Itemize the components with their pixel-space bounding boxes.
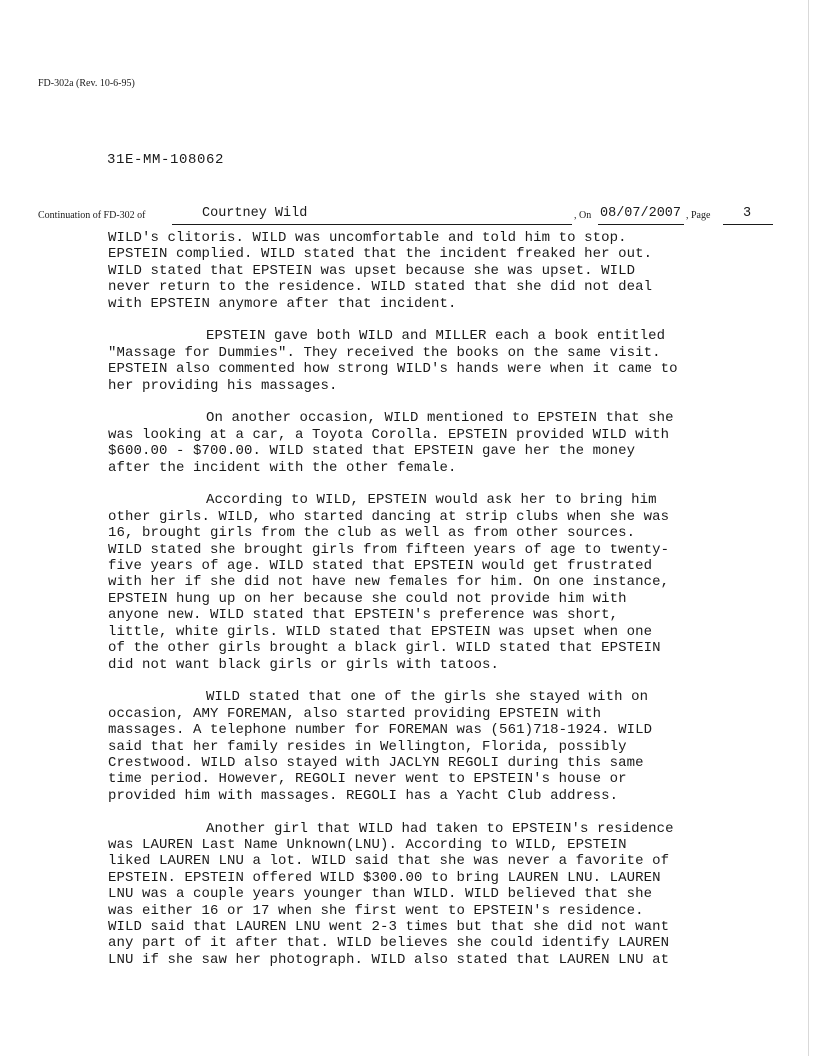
continuation-label: Continuation of FD-302 of	[38, 210, 146, 221]
paragraph	[108, 492, 758, 672]
text-line: massages. A telephone number for FOREMAN was (561)718-1924. WILD	[108, 722, 653, 739]
text-line: EPSTEIN complied. WILD stated that the incident freaked her out.	[108, 246, 653, 263]
subject-underline	[172, 206, 572, 225]
text-line: with EPSTEIN anymore after that incident.	[108, 295, 457, 312]
form-identifier: FD-302a (Rev. 10-6-95)	[38, 78, 135, 89]
text-line: EPSTEIN gave both WILD and MILLER each a book entitled	[206, 328, 666, 345]
text-line: WILD's clitoris. WILD was uncomfortable and told him to stop.	[108, 230, 627, 246]
text-line: provided him with massages. REGOLI has a Yacht Club address.	[108, 787, 619, 804]
paragraph	[108, 230, 758, 312]
paragraph	[108, 689, 758, 804]
text-line: with her if she did not have new females for him. On one instance,	[108, 574, 670, 591]
text-line: never return to the residence. WILD stated that she did not deal	[108, 279, 653, 296]
text-line: little, white girls. WILD stated that EPSTEIN was upset when one	[108, 623, 653, 640]
text-line: $600.00 - $700.00. WILD stated that EPSTEIN gave her the money	[108, 443, 636, 460]
text-line: was either 16 or 17 when she first went to EPSTEIN's residence.	[108, 902, 644, 919]
text-line: EPSTEIN hung up on her because she could not provide him with	[108, 590, 627, 607]
page-underline	[723, 206, 773, 225]
text-line: WILD said that LAUREN LNU went 2-3 times but that she did not want	[108, 918, 670, 935]
text-line: 16, brought girls from the club as well as from other sources.	[108, 525, 636, 542]
text-line: did not want black girls or girls with tatoos.	[108, 656, 500, 673]
text-line: five years of age. WILD stated that EPSTEIN would get frustrated	[108, 558, 653, 575]
text-line: WILD stated she brought girls from fifteen years of age to twenty-	[108, 541, 670, 558]
text-line: said that her family resides in Wellington, Florida, possibly	[108, 738, 627, 755]
page-label: , Page	[686, 210, 711, 221]
on-label: , On	[574, 210, 592, 221]
text-line: of the other girls brought a black girl. WILD stated that EPSTEIN	[108, 640, 661, 657]
text-line: after the incident with the other female.	[108, 459, 457, 476]
text-line: WILD stated that one of the girls she stayed with on	[206, 689, 649, 706]
text-line: was looking at a car, a Toyota Corolla. EPSTEIN provided WILD with	[108, 426, 670, 443]
text-line: liked LAUREN LNU a lot. WILD said that she was never a favorite of	[108, 853, 670, 870]
text-line: Another girl that WILD had taken to EPSTEIN's residence	[206, 820, 674, 837]
text-line: LNU if she saw her photograph. WILD also stated that LAUREN LNU at	[108, 951, 670, 968]
subject-name: Courtney Wild	[202, 206, 308, 221]
text-line: Crestwood. WILD also stayed with JACLYN REGOLI during this same	[108, 754, 644, 771]
text-line: According to WILD, EPSTEIN would ask her to bring him	[206, 492, 657, 509]
report-body	[108, 230, 758, 985]
file-number: 31E-MM-108062	[107, 152, 225, 168]
date-underline	[598, 206, 684, 225]
text-line: EPSTEIN. EPSTEIN offered WILD $300.00 to bring LAUREN LNU. LAUREN	[108, 869, 661, 886]
text-line: was LAUREN Last Name Unknown(LNU). According to WILD, EPSTEIN	[108, 836, 627, 853]
text-line: "Massage for Dummies". They received the books on the same visit.	[108, 344, 661, 361]
page-edge-rule	[808, 0, 809, 1056]
paragraph	[108, 821, 758, 969]
text-line: EPSTEIN also commented how strong WILD's hands were when it came to	[108, 361, 678, 378]
page-number: 3	[743, 206, 752, 221]
text-line: occasion, AMY FOREMAN, also started providing EPSTEIN with	[108, 705, 602, 722]
text-line: her providing his massages.	[108, 377, 338, 394]
text-line: LNU was a couple years younger than WILD. WILD believed that she	[108, 886, 653, 903]
text-line: anyone new. WILD stated that EPSTEIN's preference was short,	[108, 607, 619, 624]
text-line: WILD stated that EPSTEIN was upset because she was upset. WILD	[108, 262, 636, 279]
text-line: other girls. WILD, who started dancing at strip clubs when she was	[108, 508, 670, 525]
report-date: 08/07/2007	[600, 206, 682, 221]
text-line: any part of it after that. WILD believes she could identify LAUREN	[108, 935, 670, 952]
paragraph	[108, 328, 758, 394]
paragraph	[108, 410, 758, 476]
text-line: On another occasion, WILD mentioned to EPSTEIN that she	[206, 410, 674, 427]
text-line: time period. However, REGOLI never went to EPSTEIN's house or	[108, 771, 627, 788]
continuation-line	[38, 206, 773, 226]
